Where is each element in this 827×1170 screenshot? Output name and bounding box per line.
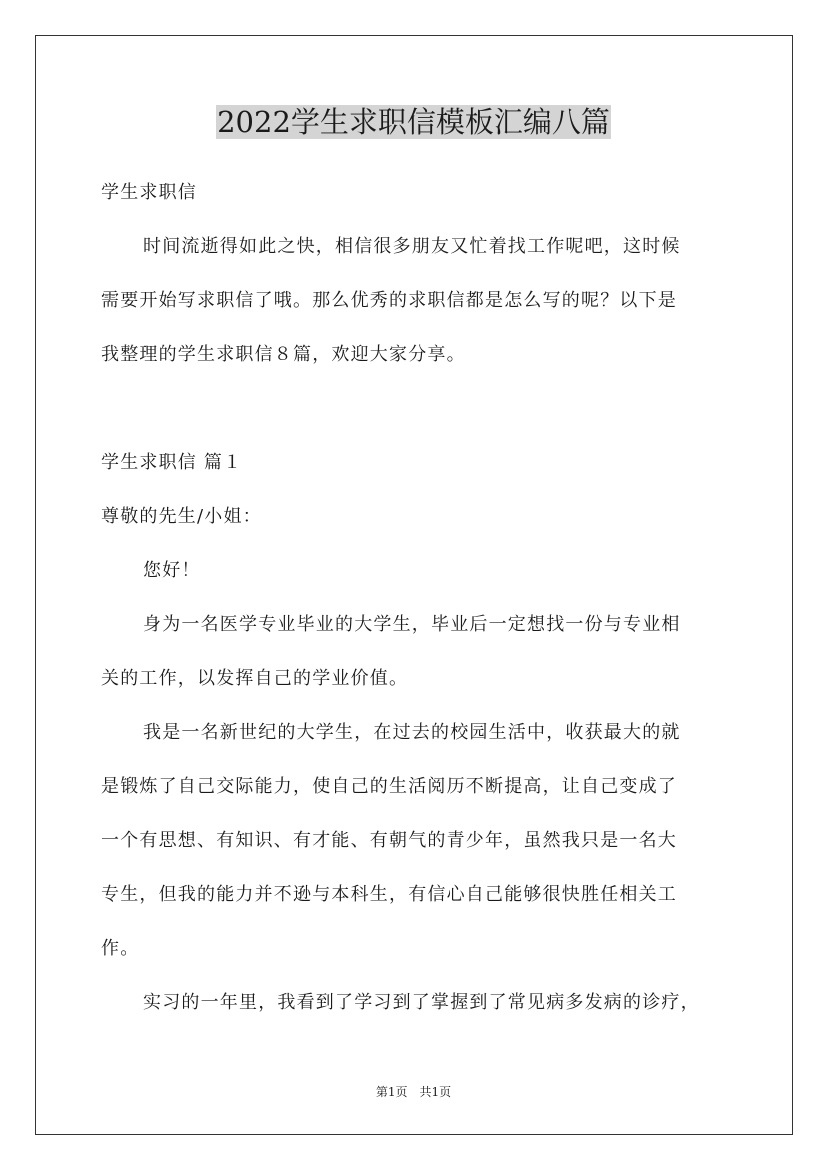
page-number-footer: 第1页 共1页	[375, 1085, 452, 1099]
intro-paragraph-line: 需要开始写求职信了哦。那么优秀的求职信都是怎么写的呢？以下是	[101, 290, 677, 311]
spacer	[101, 382, 729, 436]
intro-paragraph-line: 时间流逝得如此之快，相信很多朋友又忙着找工作呢吧，这时候	[143, 236, 681, 257]
paragraph-line: 实习的一年里，我看到了学习到了掌握到了常见病多发病的诊疗，	[143, 992, 700, 1013]
section-heading: 学生求职信 篇１	[101, 452, 243, 473]
paragraph-line: 关的工作，以发挥自己的学业价值。	[101, 668, 409, 689]
paragraph-line: 是锻炼了自己交际能力，使自己的生活阅历不断提高，让自己变成了	[101, 776, 677, 797]
salutation: 尊敬的先生/小姐：	[101, 506, 262, 527]
paragraph-line: 身为一名医学专业毕业的大学生，毕业后一定想找一份与专业相	[143, 614, 681, 635]
document-title-heading	[0, 100, 827, 144]
paragraph-line: 专生，但我的能力并不逊与本科生，有信心自己能够很快胜任相关工	[101, 884, 677, 905]
greeting: 您好！	[143, 560, 201, 581]
paragraph-line: 一个有思想、有知识、有才能、有朝气的青少年，虽然我只是一名大	[101, 830, 677, 851]
intro-paragraph-line: 我整理的学生求职信８篇，欢迎大家分享。	[101, 344, 466, 365]
intro-heading: 学生求职信	[101, 182, 197, 203]
paragraph-line: 我是一名新世纪的大学生，在过去的校园生活中，收获最大的就	[143, 722, 681, 743]
paragraph-line: 作。	[101, 938, 140, 959]
document-title: 2022学生求职信模板汇编八篇	[217, 105, 610, 139]
document-body	[101, 166, 729, 1030]
